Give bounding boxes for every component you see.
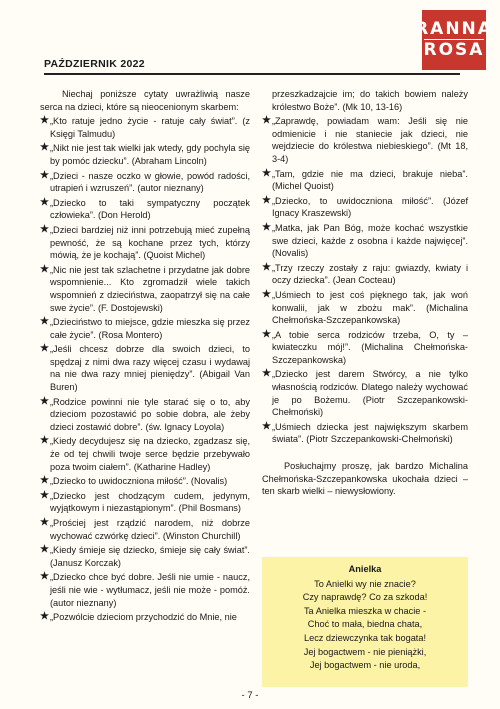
quote-item [262,168,468,193]
star-bullet-icon: ★ [40,343,49,355]
quote-text: „Dzieciństwo to miejsce, gdzie mieszka się przez całe życie”. (Rosa Montero) [50,317,250,340]
quote-text: „Uśmiech to jest coś pięknego tak, jak woń konwalii, jak w zbożu mak”. (Michalina Chełmońska-Szczepankowska) [272,289,468,326]
quote-text: „Zaprawdę, powiadam wam: Jeśli się nie odmienicie i nie staniecie jak dzieci, nie wejdziecie do królestwa niebieskiego”. (Mt 18, 3-4) [272,116,468,164]
right-column [262,88,468,500]
quote-text: „Kiedy śmieje się dziecko, śmieje się cały świat”. (Janusz Korczak) [50,545,250,568]
quote-item [262,421,468,446]
quote-item [40,435,250,473]
intro-paragraph: Niechaj poniższe cytaty uwrażliwią nasze serca na dzieci, które są nieocenionym skarbem: [40,89,250,112]
quote-item [40,544,250,569]
quote-text: „Pozwólcie dzieciom przychodzić do Mnie, nie [50,612,237,623]
quote-item [262,115,468,165]
star-bullet-icon: ★ [40,571,49,583]
quote-text: „Dziecko chce być dobre. Jeśli nie umie - naucz, jeśli nie wie - wytłumacz, jeśli nie może - pomóż. (autor nieznany) [50,572,250,608]
star-bullet-icon: ★ [262,288,271,300]
issue-month: PAŹDZIERNIK 2022 [44,58,145,70]
quote-item [40,611,250,624]
quote-list-right [262,115,468,446]
quote-text: „Tam, gdzie nie ma dzieci, brakuje nieba”. (Michel Quoist) [272,168,468,192]
star-bullet-icon: ★ [40,544,49,556]
quote-text: „Uśmiech dziecka jest największym skarbem świata”. (Piotr Szczepankowski-Chełmoński) [272,421,468,445]
quote-continuation: przeszkadzajcie im; do takich bowiem należy królestwo Boże”. (Mk 10, 13-16) [272,89,468,112]
quote-text: „Dziecko jest chodzącym cudem, jedynym, wyjątkowym i niezastąpionym”. (Phil Bosmans) [50,490,250,514]
poem-line: To Anielki wy nie znacie? [314,578,416,589]
poem-line: Choć to mała, biedna chata, [307,619,423,630]
star-bullet-icon: ★ [262,115,271,127]
quote-text: „Prościej jest rządzić narodem, niż dobrze wychować czwórkę dzieci”. (Winston Churchill) [50,518,250,541]
star-bullet-icon: ★ [40,475,49,487]
star-bullet-icon: ★ [262,194,271,206]
quote-item [40,197,250,222]
star-bullet-icon: ★ [262,328,271,340]
quote-item [40,316,250,341]
quote-item [40,571,250,609]
quote-item [40,170,250,195]
header-rule [44,73,460,75]
poem-line: Jej bogactwem - nie uroda, [309,660,421,671]
star-bullet-icon: ★ [40,395,49,407]
star-bullet-icon: ★ [40,316,49,328]
poem-title: Anielka [348,564,382,574]
quote-item [262,222,468,260]
poem-box [262,557,468,687]
star-bullet-icon: ★ [262,368,271,380]
quote-text: „Jeśli chcesz dobrze dla swoich dzieci, to spędzaj z nimi dwa razy więcej czasu i wydawaj na nie dwa razy mniej pieniędzy”. (Abigail Van Buren) [50,344,250,393]
quote-item [40,517,250,542]
quote-text: „Dziecko to taki sympatyczny początek człowieka”. (Don Herold) [50,197,250,221]
quote-item [262,329,468,367]
left-column [40,88,250,626]
star-bullet-icon: ★ [40,489,49,501]
magazine-logo [415,10,493,70]
quote-text: „Matka, jak Pan Bóg, może kochać wszystkie swe dzieci, każde z osobna i każde najwięcej”. (Novalis) [272,222,468,259]
star-bullet-icon: ★ [40,169,49,181]
page-number: - 7 - [241,690,259,701]
logo-line-1: RANNA [415,19,493,39]
star-bullet-icon: ★ [40,435,49,447]
quote-item [40,115,250,140]
quote-item [262,368,468,418]
star-bullet-icon: ★ [40,142,49,154]
star-bullet-icon: ★ [262,420,271,432]
star-bullet-icon: ★ [262,261,271,273]
quote-text: „Dzieci - nasze oczko w głowie, powód radości, utrapień i wzruszeń”. (autor nieznany) [50,170,250,194]
quote-text: „Dziecko to uwidoczniona miłość”. (Novalis) [50,476,228,487]
poem-line: Czy naprawdę? Co za szkoda! [302,592,428,603]
quote-item [262,289,468,327]
quote-item [262,262,468,287]
star-bullet-icon: ★ [40,223,49,235]
star-bullet-icon: ★ [40,196,49,208]
quote-text: „Kiedy decydujesz się na dziecko, zgadzasz się, że od tej chwili twoje serce będzie przebywało poza twoim ciałem”. (Katharine Hadley) [50,436,250,472]
poem-line: Lecz dziewczynka tak bogata! [303,632,427,643]
star-bullet-icon: ★ [40,517,49,528]
quote-item [40,490,250,515]
star-bullet-icon: ★ [262,167,271,179]
quote-text: „Nikt nie jest tak wielki jak wtedy, gdy pochyla się by pomóc dziecku”. (Abraham Lincoln) [50,143,250,166]
quote-item [40,475,250,488]
star-bullet-icon: ★ [40,115,49,127]
logo-line-2: ROSA [423,40,485,60]
poem-line: Jej bogactwem - nie pieniążki, [303,646,427,657]
quote-item [40,343,250,393]
quote-text: „Kto ratuje jedno życie - ratuje cały świat”. (z Księgi Talmudu) [50,116,250,139]
quote-list-left [40,115,250,624]
quote-item [40,264,250,314]
quote-item [40,396,250,434]
star-bullet-icon: ★ [40,263,49,275]
quote-text: „Trzy rzeczy zostały z raju: gwiazdy, kwiaty i oczy dziecka”. (Jean Cocteau) [272,262,468,286]
poem-line: Ta Anielka mieszka w chacie - [303,605,427,616]
quote-item [262,195,468,220]
quote-text: „Nic nie jest tak szlachetne i przydatne jak dobre wspomnienie... Kto zgromadził wiele takich wspomnień z dzieciństwa, zaopatrzył się na całe swe życie”. (F. Dostojewski) [50,264,250,313]
star-bullet-icon: ★ [262,221,271,233]
quote-item [40,224,250,262]
quote-text: „Dzieci bardziej niż inni potrzebują mieć zupełną pewność, że są kochane przez tych, którzy mówią, że je kochają”. (Quoist Michel) [50,224,250,261]
closing-paragraph: Posłuchajmy proszę, jak bardzo Michalina Chełmońska-Szczepankowska ukochała dzieci – ten skarb wielki – niewysłowiony. [262,461,468,497]
quote-text: „Dziecko jest darem Stwórcy, a nie tylko własnością rodziców. Dlatego należy wychować je po Bożemu. (Piotr Szczepankowski-Chełmoński) [272,369,468,418]
quote-text: „A tobie serca rodziców trzeba, O, ty – kwiateczku mój!”. (Michalina Chełmońska-Szczepankowska) [272,329,468,365]
quote-item [40,142,250,167]
poem-lines [262,578,468,673]
star-bullet-icon: ★ [40,611,49,623]
quote-text: „Rodzice powinni nie tyle starać się o to, aby dzieciom pozostawić po sobie dobra, ale żeby dzieci zostawić dobre”. (św. Ignacy Loyola) [50,396,250,432]
quote-text: „Dziecko, to uwidoczniona miłość”. (Józef Ignacy Kraszewski) [272,195,468,219]
